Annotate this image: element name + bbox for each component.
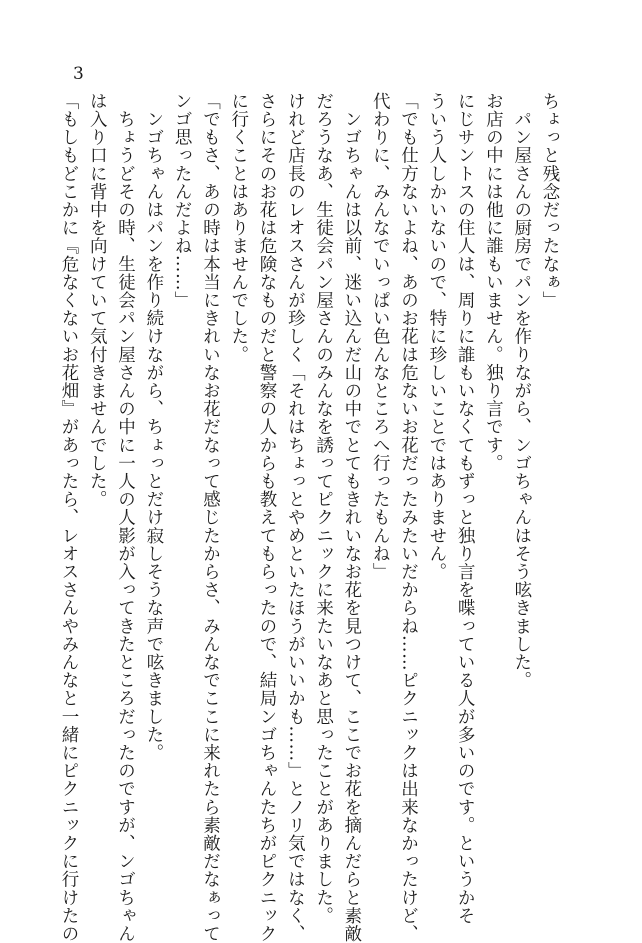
text-line: ンゴちゃんはパンを作り続けながら、ちょっとだけ寂しそうな声で呟きました。 xyxy=(143,92,164,762)
text-line: だろうなあ、生徒会パン屋さんのみんなを誘ってピクニックに来たいなあと思ったことがありました。 xyxy=(313,92,334,925)
text-line: 「でもさ、あの時は本当にきれいなお花だなって感じたからさ、みんなでここに来れたら素敵だなぁって xyxy=(200,92,221,943)
text-line: パン屋さんの厨房でパンを作りながら、ンゴちゃんはそう呟きました。 xyxy=(511,92,532,690)
text-line: は入り口に背中を向けていて気付きませんでした。 xyxy=(87,92,108,509)
vertical-text-body xyxy=(58,92,564,943)
text-line: に行くことはありませんでした。 xyxy=(228,92,249,364)
text-line: 代わりに、みんなでいっぱい色んなところへ行ったもんね」 xyxy=(370,92,391,581)
text-line: けれど店長のレオスさんが珍しく「それはちょっとやめといたほうがいいかも……」とノリ気ではなく、 xyxy=(285,92,306,943)
text-line: ちょっと残念だったなぁ」 xyxy=(540,92,560,310)
text-line: にじサントスの住人は、周りに誰もいなくてもずっと独り言を喋っている人が多いのです。というかそ xyxy=(455,92,476,925)
text-line: ンゴちゃんは以前、迷い込んだ山の中でとてもきれいなお花を見つけて、ここでお花を摘んだらと素敵 xyxy=(341,92,362,943)
page-number: 3 xyxy=(73,64,84,84)
text-line: さらにそのお花は危険なものだと警察の人からも教えてもらったので、結局ンゴちゃんたちがピクニック xyxy=(257,92,278,943)
text-line: 「でも仕方ないよね、あのお花は危ないお花だったみたいだからね……ピクニックは出来なかったけど、 xyxy=(398,92,419,943)
text-line: ういう人しかいないので、特に珍しいことではありません。 xyxy=(426,92,447,581)
text-line: お店の中には他に誰もいません。独り言です。 xyxy=(483,92,504,473)
text-line: ンゴ思ったんだよね……」 xyxy=(172,92,193,310)
text-line: ちょうどその時、生徒会パン屋さんの中に一人の人影が入ってきたところだったのですが、ンゴちゃん xyxy=(115,92,136,943)
text-line: 「もしもどこかに『危なくないお花畑』があったら、レオスさんやみんなと一緒にピクニックに行けたの xyxy=(58,92,79,943)
